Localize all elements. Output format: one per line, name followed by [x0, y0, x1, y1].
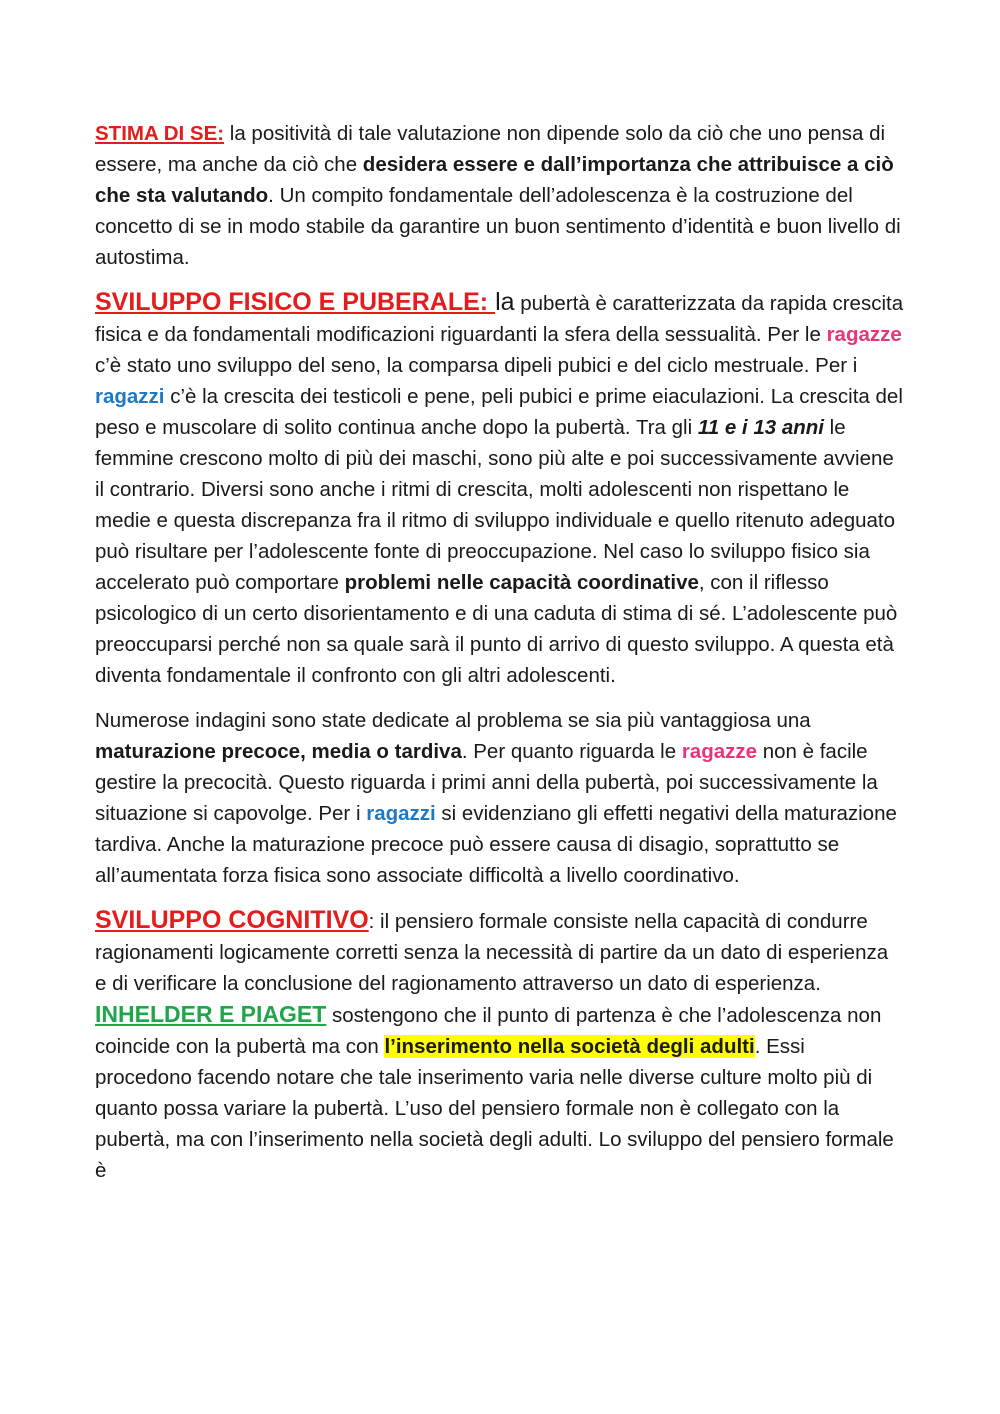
keyword-ragazzi: ragazzi: [95, 385, 165, 408]
heading-sviluppo-fisico: SVILUPPO FISICO E PUBERALE:: [95, 288, 496, 316]
highlighted-span: l’inserimento nella società degli adulti: [384, 1035, 755, 1058]
text-span: c’è la crescita dei testicoli e pene, peli pubici e prime eiaculazioni. La crescita del peso e muscolare di solito continua anche dopo la pubertà. Tra gli: [95, 385, 903, 439]
heading-sviluppo-cognitivo: SVILUPPO COGNITIVO: [95, 906, 369, 934]
bold-italic-span: 11 e i 13 anni: [697, 416, 824, 439]
bold-span: problemi nelle capacità coordinative: [344, 571, 699, 594]
keyword-ragazze: ragazze: [681, 740, 758, 763]
paragraph-sviluppo-cognitivo: [95, 905, 905, 1186]
heading-inhelder-piaget: INHELDER E PIAGET: [95, 1001, 327, 1027]
text-span: , con il riflesso psicologico di un certo disorientamento e di una caduta di stima di sé. L’adolescente può preoccuparsi perché non sa quale sarà il punto di arrivo di questo sviluppo. A questa età diventa fondamentale il confronto con gli altri adolescenti.: [95, 571, 898, 687]
text-span: si evidenziano gli effetti negativi della maturazione tardiva. Anche la maturazione precoce può essere causa di disagio, soprattutto se all’aumentata forza fisica sono associate difficoltà a livello coordinativo.: [95, 802, 897, 887]
text-span: la: [495, 288, 515, 316]
heading-stima-di-se: STIMA DI SE:: [95, 122, 225, 145]
text-span: le femmine crescono molto di più dei maschi, sono più alte e poi successivamente avviene il contrario. Diversi sono anche i ritmi di crescita, molti adolescenti non rispettano le medie e questa discrepanza fra il ritmo di sviluppo individuale e quello ritenuto adeguato può risultare per l’adolescente fonte di preoccupazione. Nel caso lo sviluppo fisico sia accelerato può comportare: [95, 416, 895, 594]
text-span: Numerose indagini sono state dedicate al problema se sia più vantaggiosa una: [95, 709, 811, 732]
bold-span: maturazione precoce, media o tardiva: [95, 740, 462, 763]
paragraph-sviluppo-fisico: [95, 287, 905, 691]
text-span: non è facile gestire la precocità. Questo riguarda i primi anni della pubertà, poi successivamente la situazione si capovolge. Per i: [95, 740, 878, 825]
paragraph-stima-di-se: [95, 118, 905, 273]
paragraph-maturazione: [95, 705, 905, 891]
text-span: : il pensiero formale consiste nella capacità di condurre ragionamenti logicamente corretti senza la necessità di partire da un dato di esperienza e di verificare la conclusione del ragionamento attraverso un dato di esperienza.: [95, 910, 889, 995]
text-span: la positività di tale valutazione non dipende solo da ciò che uno pensa di essere, ma anche da ciò che: [95, 122, 886, 176]
text-span: . Un compito fondamentale dell’adolescenza è la costruzione del concetto di se in modo stabile da garantire un buon sentimento d’identità e buon livello di autostima.: [95, 184, 901, 269]
text-span: . Per quanto riguarda le: [461, 740, 682, 763]
bold-span: desidera essere e dall’importanza che attribuisce a ciò che sta valutando: [95, 153, 894, 207]
text-span: . Essi procedono facendo notare che tale inserimento varia nelle diverse culture molto più di quanto possa variare la pubertà. L’uso del pensiero formale non è collegato con la pubertà, ma con l’inserimento nella società degli adulti. Lo sviluppo del pensiero formale è: [95, 1035, 894, 1182]
text-span: pubertà è caratterizzata da rapida crescita fisica e da fondamentali modificazioni riguardanti la sfera della sessualità. Per le: [95, 292, 904, 346]
keyword-ragazze: ragazze: [826, 323, 902, 346]
text-span: sostengono che il punto di partenza è che l’adolescenza non coincide con la pubertà ma con: [95, 1004, 882, 1058]
keyword-ragazzi: ragazzi: [366, 802, 436, 825]
text-span: c’è stato uno sviluppo del seno, la comparsa dipeli pubici e del ciclo mestruale. Per i: [95, 354, 858, 377]
